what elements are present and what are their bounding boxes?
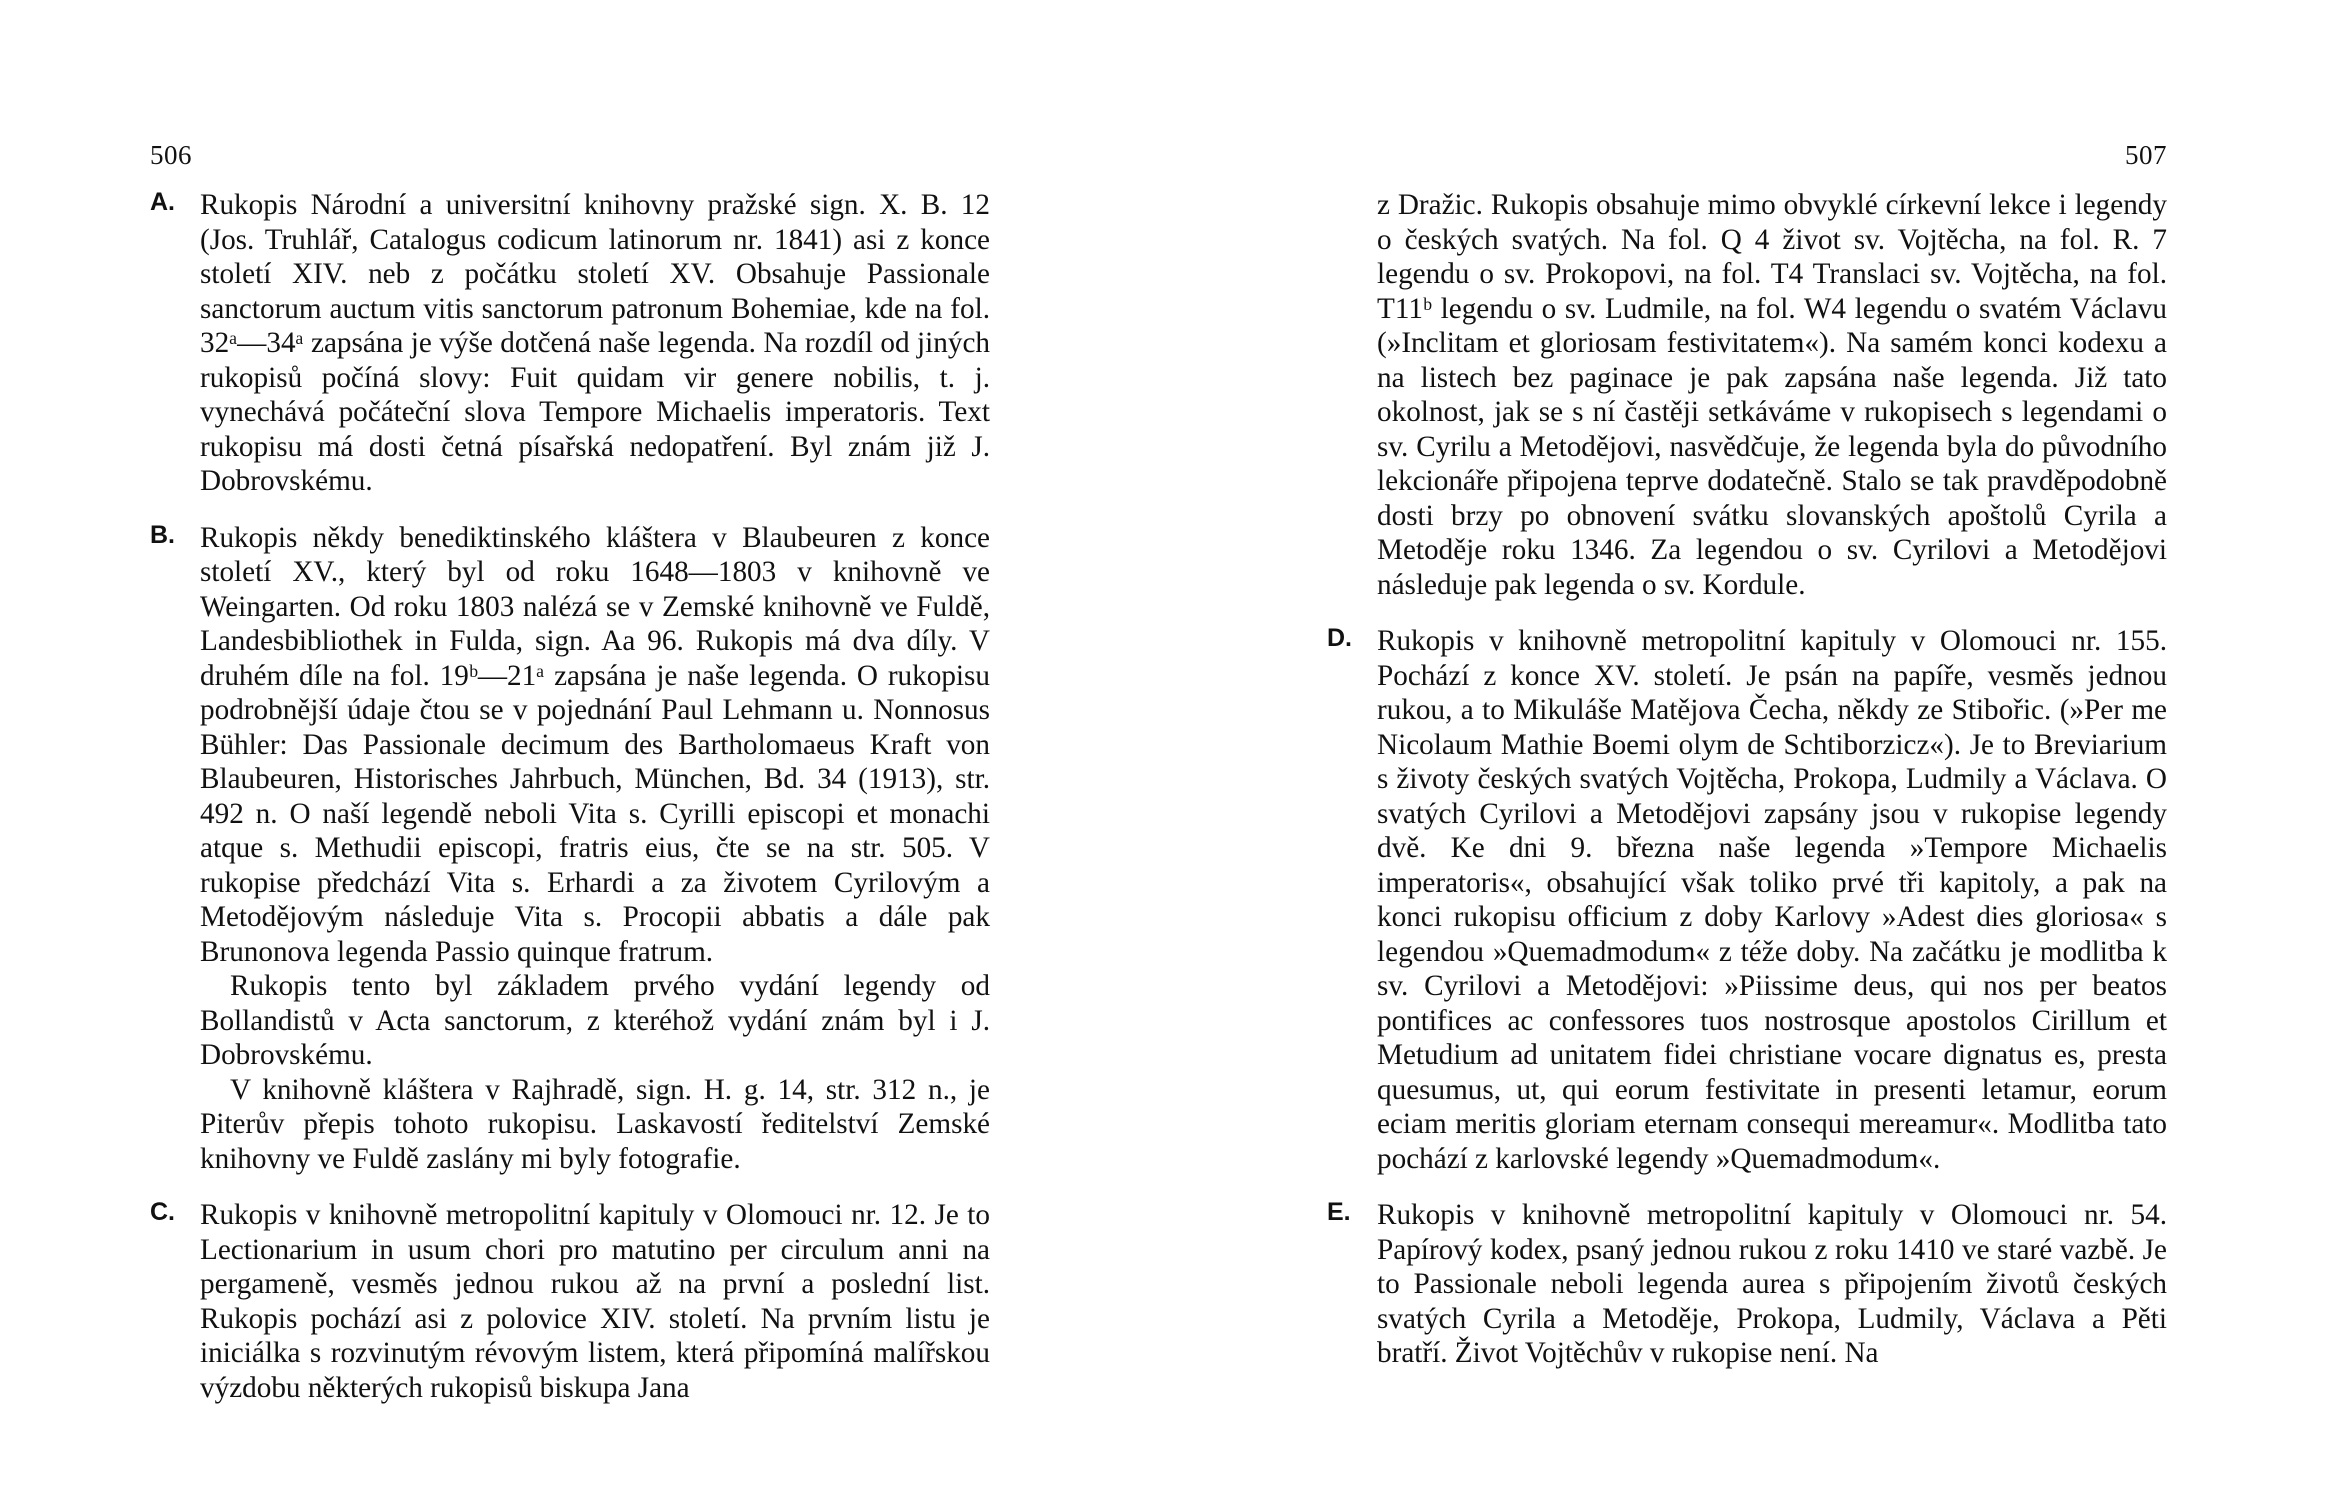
entry-c (150, 1198, 990, 1405)
right-page-body (1327, 188, 2167, 1393)
entry-letter: D. (1327, 624, 1352, 652)
entry-c-continuation (1327, 188, 2167, 602)
entry-d (1327, 624, 2167, 1176)
left-page-body (150, 188, 990, 1427)
entry-text: Rukopis někdy benediktinského kláštera v Blaubeuren z konce století XV., který byl od roku 1648—1803 v knihovně ve Weingarten. Od roku 1803 nalézá se v Zemské knihovně ve Fuldě, Landesbibliothek in Fulda, sign. Aa 96. Rukopis má dva díly. V druhém díle na fol. 19ᵇ—21ᵃ zapsána je naše legenda. O rukopisu podrobnější údaje čtou se v pojednání Paul Lehmann u. Nonnosus Bühler: Das Passionale decimum des Bartholomaeus Kraft von Blaubeuren, Historisches Jahrbuch, München, Bd. 34 (1913), str. 492 n. O naší legendě neboli Vita s. Cyrilli episcopi et monachi atque s. Methudii episcopi, fratris eius, čte se na str. 505. V rukopise předchází Vita s. Erhardi a za životem Cyrilovým a Metodějovým následuje Vita s. Procopii abbatis a dále pak Brunonova legenda Passio quinque fratrum. (200, 521, 990, 968)
page-number: 506 (150, 140, 192, 170)
entry-b (150, 521, 990, 1177)
continuation-text: z Dražic. Rukopis obsahuje mimo obvyklé církevní lekce i legendy o českých svatých. Na fol. Q 4 život sv. Vojtěcha, na fol. R. 7 legendu o sv. Prokopovi, na fol. T4 Translaci sv. Vojtěcha, na fol. T11ᵇ legendu o sv. Ludmile, na fol. W4 legendu o svatém Václavu (»Inclitam et gloriosam festivitatem«). Na samém konci kodexu a na listech bez paginace je pak zapsána naše legenda. Již tato okolnost, jak se s ní častěji setkáváme v rukopisech s legendami o sv. Cyrilu a Metodějovi, nasvědčuje, že legenda byla do původního lekcionáře připojena teprve dodatečně. Stalo se tak pravděpodobně dosti brzy po obnovení svátku slovanských apoštolů Cyrila a Metoděje roku 1346. Za legendou o sv. Cyrilovi a Metodějovi následuje pak legenda o sv. Kordule. (1377, 189, 2167, 601)
entry-text: Rukopis Národní a universitní knihovny pražské sign. X. B. 12 (Jos. Truhlář, Catalogus codicum latinorum nr. 1841) asi z konce století XIV. neb z počátku století XV. Obsahuje Passionale sanctorum auctum vitis sanctorum patronum Bohemiae, kde na fol. 32ᵃ—34ᵃ zapsána je výše dotčená naše legenda. Na rozdíl od jiných rukopisů počíná slovy: Fuit quidam vir genere nobilis, t. j. vynechává počáteční slova Tempore Michaelis imperatoris. Text rukopisu má dosti četná písařská nedopatření. Byl znám již J. Dobrovskému. (200, 189, 990, 497)
entry-letter: A. (150, 188, 175, 216)
entry-e (1327, 1198, 2167, 1371)
entry-letter: B. (150, 520, 175, 549)
entry-text: Rukopis v knihovně metropolitní kapituly v Olomouci nr. 54. Papírový kodex, psaný jednou rukou z roku 1410 ve staré vazbě. Je to Passionale neboli legenda aurea s připojením životů českých svatých Cyrila a Metoděje, Prokopa, Ludmily, Václava a Pěti bratří. Život Vojtěchův v rukopise není. Na (1377, 1199, 2167, 1369)
entry-text: Rukopis v knihovně metropolitní kapituly v Olomouci nr. 12. Je to Lectionarium in usum chori pro matutino per circulum anni na pergameně, vesměs jednou rukou až na první a poslední list. Rukopis pochází asi z polovice XIV. století. Na prvním listu je iniciálka s rozvinutým révovým listem, která připomíná malířskou výzdobu některých rukopisů biskupa Jana (200, 1199, 990, 1404)
entry-paragraph: Rukopis tento byl základem prvého vydání legendy od Bollandistů v Acta sanctorum, z kteréhož vydání znám byl i J. Dobrovskému. (200, 970, 990, 1071)
entry-text: Rukopis v knihovně metropolitní kapituly v Olomouci nr. 155. Pochází z konce XV. století. Je psán na papíře, vesměs jednou rukou, a to Mikuláše Matějova Čecha, někdy ze Stibořic. (»Per me Nicolaum Mathie Boemi olym de Schtiborzicz«). Je to Breviarium s životy českých svatých Vojtěcha, Prokopa, Ludmily a Václava. O svatých Cyrilovi a Metodějovi zapsány jsou v rukopise legendy dvě. Ke dni 9. března naše legenda »Tempore Michaelis imperatoris«, obsahující však toliko prvé tři kapitoly, a pak na konci rukopisu officium z doby Karlovy »Adest dies gloriosa« s legendou »Quemadmodum« z téže doby. Na začátku je modlitba k sv. Cyrilovi a Metodějovi: »Piissime deus, qui nos per beatos pontifices ac confessores tuos nostrosque apostolos Cirillum et Metudium ad unitatem fidei christiane vocare dignatus es, presta quesumus, ut, qui eorum festivitate in presenti letamur, eorum eciam meritis gloriam eternam consequi mereamur«. Modlitba tato pochází z karlovské legendy »Quemadmodum«. (1377, 625, 2167, 1175)
entry-paragraph: V knihovně kláštera v Rajhradě, sign. H. g. 14, str. 312 n., je Piterův přepis tohoto rukopisu. Laskavostí ředitelství Zemské knihovny ve Fuldě zaslány mi byly fotografie. (200, 1073, 990, 1175)
entry-a (150, 188, 990, 499)
entry-letter: E. (1327, 1198, 1351, 1226)
page-number: 507 (2125, 140, 2167, 170)
entry-letter: C. (150, 1198, 175, 1226)
